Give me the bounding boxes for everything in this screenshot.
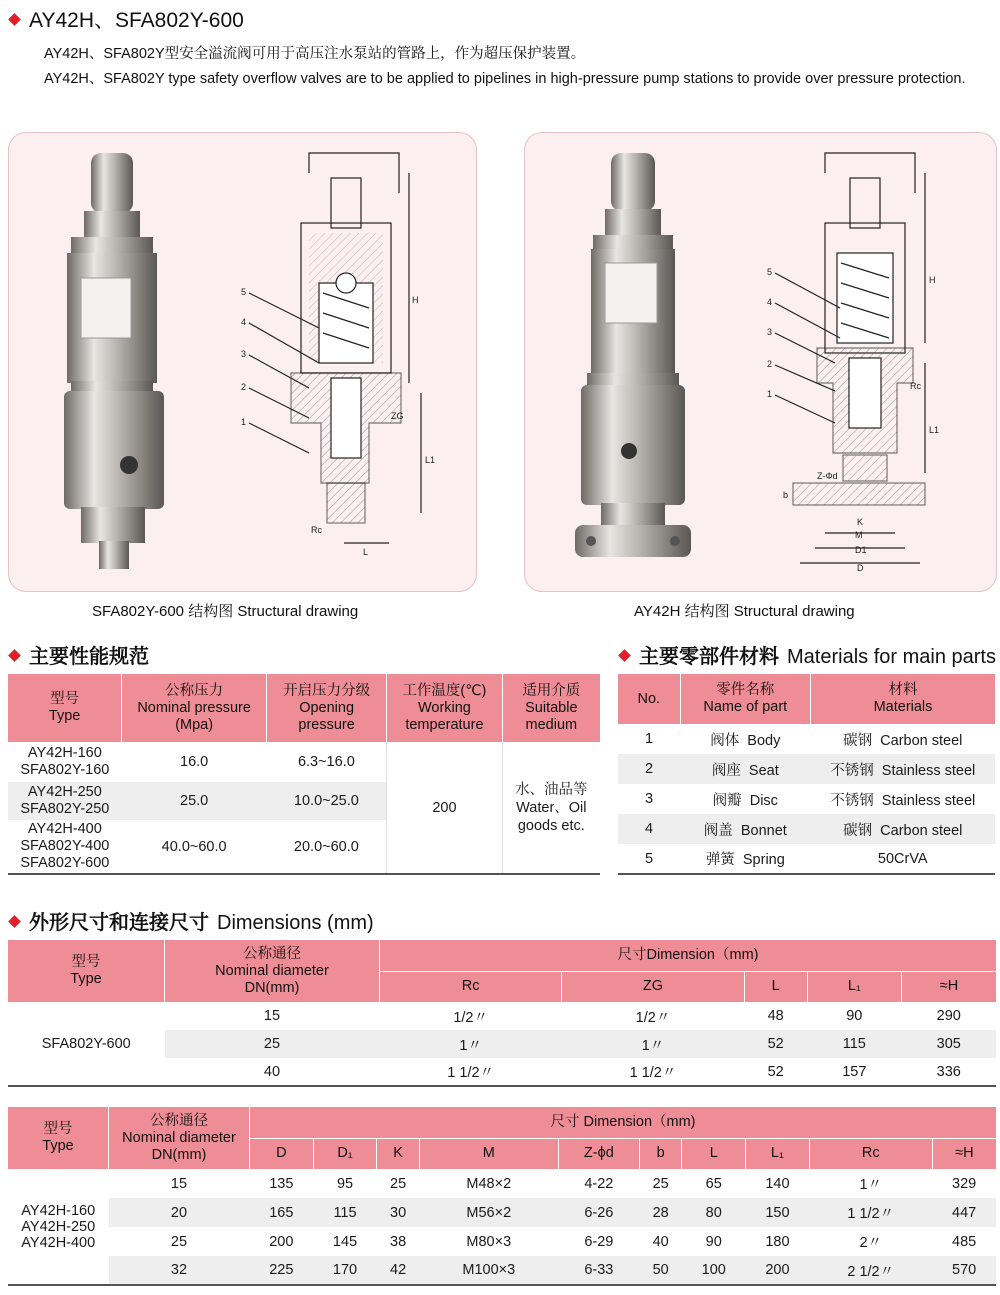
dim2-row: AY42H-160 AY42H-250 AY42H-400 15 135 95 25 M48×2 4-22 25 65 140 1〃 329 (8, 1169, 996, 1198)
spec-header-medium: 适用介质 Suitable medium (502, 674, 600, 742)
dim1-model: SFA802Y-600 (8, 1002, 165, 1086)
figure-card-ay42h (524, 132, 997, 592)
spec-table (8, 674, 600, 875)
dim1-header-dn: 公称通径 Nominal diameter DN(mm) (165, 940, 380, 1002)
structural-drawing (775, 153, 925, 563)
drawing-label-rc: Rc (311, 525, 322, 535)
intro-zh: AY42H、SFA802Y型安全溢流阀可用于高压注水泵站的管路上，作为超压保护装置。 (44, 46, 586, 62)
structural-drawing (249, 153, 421, 543)
drawing-label-rc: Rc (910, 381, 921, 391)
dim2-row: 20 165 115 30 M56×2 6-26 28 80 150 1 1/2〃 447 (8, 1198, 996, 1227)
dim1-row: SFA802Y-600 15 1/2〃 1/2〃 48 90 290 (8, 1002, 996, 1030)
dim2-header-dimension: 尺寸 Dimension（mm) (250, 1107, 997, 1138)
right-figure-caption: AY42H 结构图 Structural drawing (634, 603, 855, 620)
dim2-models: AY42H-160 AY42H-250 AY42H-400 (8, 1169, 109, 1285)
dim2-row: 25 200 145 38 M80×3 6-29 40 90 180 2〃 485 (170, 1233, 977, 1251)
materials-header-part: 零件名称 Name of part (680, 674, 810, 724)
intro-text (8, 44, 993, 89)
drawing-label-1: 1 (241, 417, 247, 427)
drawing-label-4: 4 (241, 317, 247, 327)
materials-row: 2 阀座 Seat 不锈钢 Stainless steel (618, 754, 995, 784)
dim2-header-type: 型号 Type (8, 1107, 109, 1169)
ay42h-figure (525, 133, 996, 591)
sfa802y-figure (9, 133, 476, 591)
dim1-header-dimension: 尺寸Dimension（mm) (380, 940, 997, 971)
drawing-label-h: H (929, 275, 936, 285)
dimensions-table-sfa802y: 型号 Type 公称通径 Nominal diameter DN(mm) 尺寸Dimension（mm) Rc ZG L L₁ ≈H SFA802Y-600 15 1/2〃 1/2〃 48 90 290 25 1〃 1〃 52 115 305 40 1 1/2〃 1 1/2〃 52 157 336 (8, 940, 996, 1087)
materials-row: 5 弹簧 Spring 50CrVA (645, 850, 928, 868)
materials-row: 3 阀瓣 Disc 不锈钢 Stainless steel (645, 791, 976, 809)
drawing-label-2: 2 (241, 382, 247, 392)
valve-photo (575, 153, 691, 557)
drawing-label-2: 2 (767, 359, 773, 369)
drawing-label-b: b (783, 490, 789, 500)
bullet-icon (8, 649, 21, 662)
materials-row: 1 阀体 Body 碳钢 Carbon steel (645, 731, 963, 749)
materials-table (618, 674, 995, 875)
spec-row: AY42H-250 SFA802Y-250 25.0 10.0~25.0 (8, 782, 600, 820)
bullet-icon (8, 13, 21, 26)
spec-row: AY42H-160 SFA802Y-160 16.0 6.3~16.0 200 水、油品等 Water、Oil goods etc. (8, 742, 600, 782)
drawing-label-l: L (363, 547, 369, 557)
dim1-header-type: 型号 Type (8, 940, 165, 1002)
drawing-label-zg: ZG (391, 411, 404, 421)
drawing-label-l1: L1 (929, 425, 940, 435)
drawing-label-5: 5 (241, 287, 247, 297)
drawing-label-5: 5 (767, 267, 773, 277)
drawing-label-3: 3 (767, 327, 773, 337)
spec-header-temperature: 工作温度(℃) Working temperature (387, 674, 502, 742)
spec-header-type: 型号 Type (8, 674, 122, 742)
spec-header-nominal: 公称压力 Nominal pressure (Mpa) (122, 674, 267, 742)
drawing-label-l1: L1 (425, 455, 436, 465)
left-figure-caption: SFA802Y-600 结构图 Structural drawing (92, 603, 359, 620)
materials-section-title: 主要零部件材料 Materials for main parts (620, 640, 996, 669)
drawing-label-4: 4 (767, 297, 773, 307)
dimensions-table-ay42h: 型号 Type 公称通径 Nominal diameter DN(mm) 尺寸 Dimension（mm) D D₁ K M Z-ϕd b L L₁ Rc ≈H AY42H-160 AY42H-250 AY42H-400 15 135 95 25 M48×2 4-22 25 65 140 1〃 329 20 165 115 30 M56×2 6-26 28 80 150 1 1/2〃 447 25 200 145 38 M80×3 6-29 40 90 180 2〃 485 32 225 170 42 M100×3 6-33 50 100 200 2 1/2〃 570 (8, 1107, 996, 1286)
dimensions-section-title: 外形尺寸和连接尺寸 Dimensions (mm) (10, 906, 374, 935)
spec-medium: 水、油品等 Water、Oil goods etc. (502, 742, 600, 874)
drawing-label-d1: D1 (855, 545, 867, 555)
materials-header-material: 材料 Materials (811, 674, 996, 724)
materials-header-no: No. (618, 674, 680, 724)
spec-header-opening: 开启压力分级 Opening pressure (267, 674, 387, 742)
dim1-row: 40 1 1/2〃 1 1/2〃 52 157 336 (263, 1063, 961, 1081)
dim2-header-dn: 公称通径 Nominal diameter DN(mm) (109, 1107, 250, 1169)
bullet-icon (8, 915, 21, 928)
drawing-label-z-d: Z-Φd (817, 471, 838, 481)
spec-section-title: 主要性能规范 (10, 640, 149, 669)
materials-row: 4 阀盖 Bonnet 碳钢 Carbon steel (618, 814, 995, 844)
spec-row: AY42H-400 SFA802Y-400 SFA802Y-600 40.0~60.0 20.0~60.0 (20, 821, 359, 871)
drawing-label-m: M (855, 530, 863, 540)
bullet-icon (618, 649, 631, 662)
drawing-label-h: H (412, 295, 419, 305)
spec-temperature: 200 (387, 742, 502, 874)
drawing-label-1: 1 (767, 389, 773, 399)
figure-card-sfa802y (8, 132, 477, 592)
drawing-label-d: D (857, 563, 864, 573)
drawing-label-3: 3 (241, 349, 247, 359)
intro-en: AY42H、SFA802Y type safety overflow valves are to be applied to pipelines in high-pressure pump stations to provide over pressure protection. (44, 71, 966, 87)
page-title: AY42H、SFA802Y-600 (10, 4, 244, 34)
dim1-row: 25 1〃 1〃 52 115 305 (8, 1030, 996, 1058)
drawing-label-k: K (857, 517, 864, 527)
dim2-row: 32 225 170 42 M100×3 6-33 50 100 200 2 1/2〃 570 (8, 1256, 996, 1285)
valve-photo (64, 153, 164, 569)
